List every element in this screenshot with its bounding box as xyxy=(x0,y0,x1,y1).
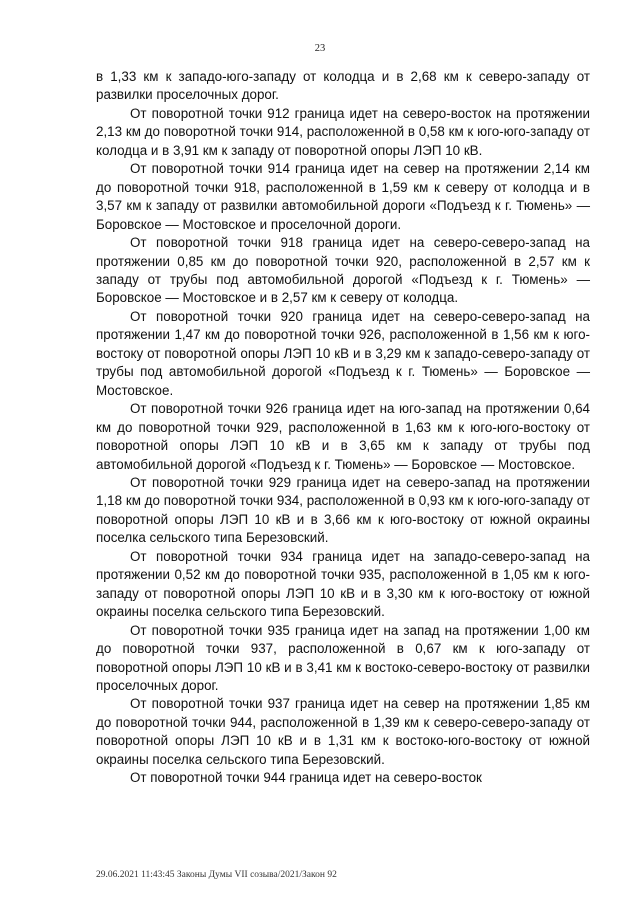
paragraph-point-935: От поворотной точки 935 граница идет на запад на протяжении 1,00 км до поворотной точки 937, расположенной в 0,67 км к юго-западу от поворотной опоры ЛЭП 10 кВ и в 3,41 км к востоко-северо-востоку от развилки проселочных дорог. xyxy=(96,622,590,693)
document-body xyxy=(96,68,590,788)
paragraph-continuation: в 1,33 км к западо-юго-западу от колодца и в 2,68 км к северо-западу от развилки проселочных дорог. xyxy=(96,69,590,103)
paragraph-point-918: От поворотной точки 918 граница идет на северо-северо-запад на протяжении 0,85 км до поворотной точки 920, расположенной в 2,57 км к западу от трубы под автомобильной дорогой «Подъезд к г. Тюмень» — Боровское — Мостовское и в 2,57 км к северу от колодца. xyxy=(96,235,590,306)
paragraph-point-929: От поворотной точки 929 граница идет на северо-запад на протяжении 1,18 км до поворотной точки 934, расположенной в 0,93 км к юго-юго-западу от поворотной опоры ЛЭП 10 кВ и в 3,66 км к юго-востоку от южной окраины поселка сельского типа Березовский. xyxy=(96,474,590,546)
paragraph-point-934: От поворотной точки 934 граница идет на западо-северо-запад на протяжении 0,52 км до поворотной точки 935, расположенной в 1,05 км к юго-западу от поворотной опоры ЛЭП 10 кВ и в 3,30 км к юго-востоку от южной окраины поселка сельского типа Березовский. xyxy=(96,548,590,620)
paragraph-point-920: От поворотной точки 920 граница идет на северо-северо-запад на протяжении 1,47 км до поворотной точки 926, расположенной в 1,56 км к юго-востоку от поворотной опоры ЛЭП 10 кВ и в 3,29 км к западо-северо-западу от трубы под автомобильной дорогой «Подъезд к г. Тюмень» — Боровское — Мостовское. xyxy=(96,308,590,398)
paragraph-point-912: От поворотной точки 912 граница идет на северо-восток на протяжении 2,13 км до поворотной точки 914, расположенной в 0,58 км к юго-юго-западу от колодца и в 3,91 км к западу от поворотной опоры ЛЭП 10 кВ. xyxy=(96,105,590,158)
page-number: 23 xyxy=(314,43,326,54)
paragraph-point-926: От поворотной точки 926 граница идет на юго-запад на протяжении 0,64 км до поворотной точки 929, расположенной в 1,63 км к юго-юго-востоку от поворотной опоры ЛЭП 10 кВ и в 3,65 км к западу от трубы под автомобильной дорогой «Подъезд к г. Тюмень» — Боровское — Мостовское. xyxy=(96,401,590,472)
paragraph-point-914: От поворотной точки 914 граница идет на север на протяжении 2,14 км до поворотной точки 918, расположенной в 1,59 км к северу от колодца и в 3,57 км к западу от развилки автомобильной дороги «Подъезд к г. Тюмень» — Боровское — Мостовское и проселочной дороги. xyxy=(96,161,590,232)
paragraph-point-944: От поворотной точки 944 граница идет на северо-восток xyxy=(130,770,482,786)
document-footer: 29.06.2021 11:43:45 Законы Думы VII созыва/2021/Закон 92 xyxy=(96,870,337,880)
paragraph-point-937: От поворотной точки 937 граница идет на север на протяжении 1,85 км до поворотной точки 944, расположенной в 1,39 км к северо-северо-западу от поворотной опоры ЛЭП 10 кВ и в 1,31 км к востоко-юго-востоку от южной окраины поселка сельского типа Березовский. xyxy=(96,696,590,767)
